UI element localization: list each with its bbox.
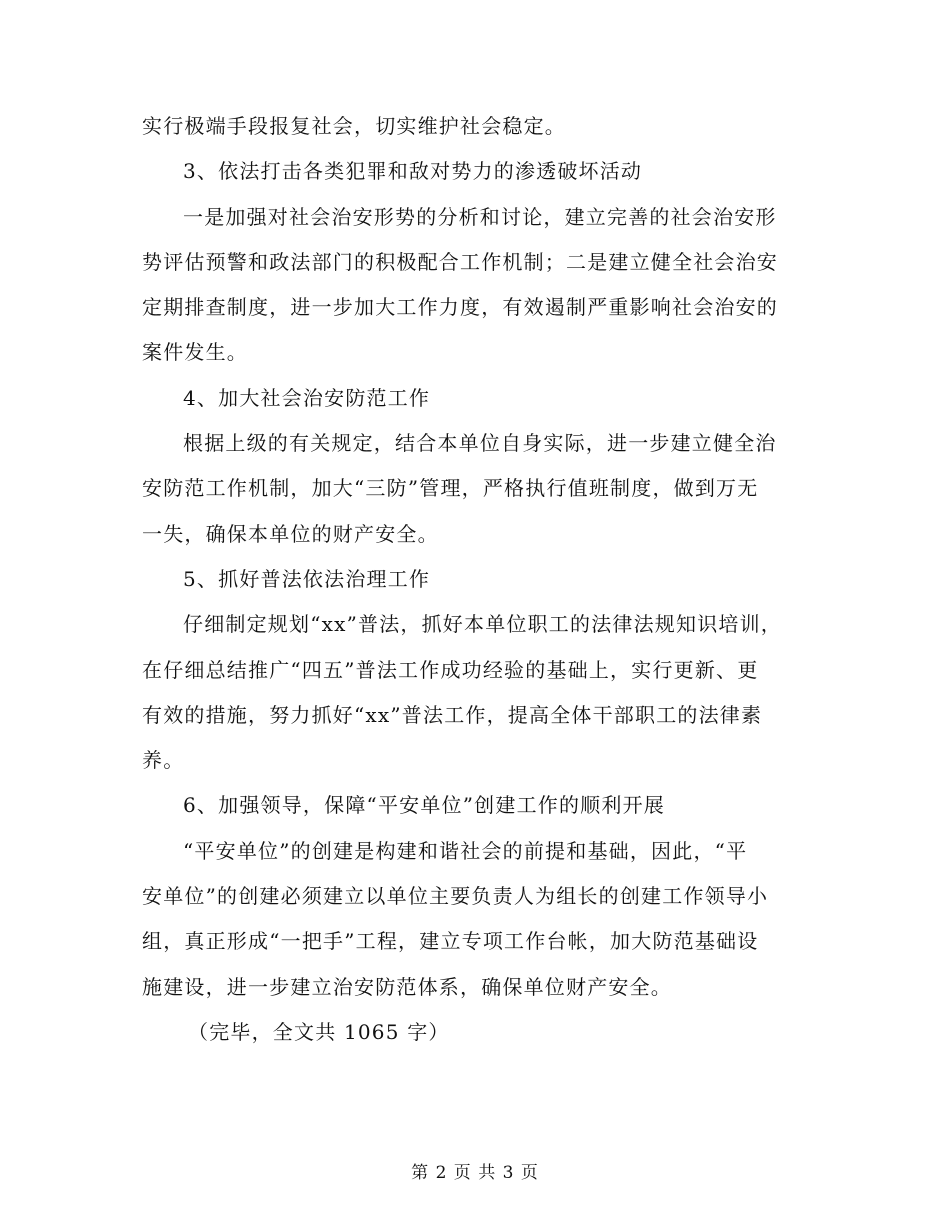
text-line: 根据上级的有关规定，结合本单位自身实际，进一步建立健全治 bbox=[183, 431, 777, 456]
document-body bbox=[142, 104, 810, 1055]
text-line: 施建设，进一步建立治安防范体系，确保单位财产安全。 bbox=[142, 974, 672, 999]
text-line: “平安单位”的创建是构建和谐社会的前提和基础，因此，“平 bbox=[183, 838, 748, 863]
text-line: 安防范工作机制，加大“三防”管理，严格执行值班制度，做到万无 bbox=[142, 476, 759, 501]
section-heading-3: 3、依法打击各类犯罪和敌对势力的渗透破坏活动 bbox=[183, 159, 643, 184]
text-line: 一失，确保本单位的财产安全。 bbox=[142, 521, 439, 546]
text-line: 实行极端手段报复社会，切实维护社会稳定。 bbox=[142, 114, 566, 138]
text-line: 组，真正形成“一把手”工程，建立专项工作台帐，加大防范基础设 bbox=[142, 929, 759, 954]
text-line: 安单位”的创建必须建立以单位主要负责人为组长的创建工作领导小 bbox=[142, 884, 769, 909]
text-line: 势评估预警和政法部门的积极配合工作机制；二是建立健全社会治安 bbox=[142, 249, 778, 274]
section-heading-6: 6、加强领导，保障“平安单位”创建工作的顺利开展 bbox=[183, 793, 665, 818]
text-line: 养。 bbox=[142, 748, 185, 773]
text-line: 定期排查制度，进一步加大工作力度，有效遏制严重影响社会治安的 bbox=[142, 295, 778, 320]
text-line: 案件发生。 bbox=[142, 340, 248, 365]
text-line: 有效的措施，努力抓好“xx”普法工作，提高全体干部职工的法律素 bbox=[142, 702, 763, 727]
text-line: 在仔细总结推广“四五”普法工作成功经验的基础上，实行更新、更 bbox=[142, 657, 759, 682]
section-heading-5: 5、抓好普法依法治理工作 bbox=[183, 566, 431, 591]
page-number-footer: 第 2 页 共 3 页 bbox=[411, 1163, 539, 1183]
text-line: 仔细制定规划“xx”普法，抓好本单位职工的法律法规知识培训， bbox=[183, 612, 783, 637]
text-line: 一是加强对社会治安形势的分析和讨论，建立完善的社会治安形 bbox=[183, 204, 777, 229]
section-heading-4: 4、加大社会治安防范工作 bbox=[183, 385, 431, 410]
word-count-note: （完毕，全文共 1065 字） bbox=[188, 1019, 450, 1044]
